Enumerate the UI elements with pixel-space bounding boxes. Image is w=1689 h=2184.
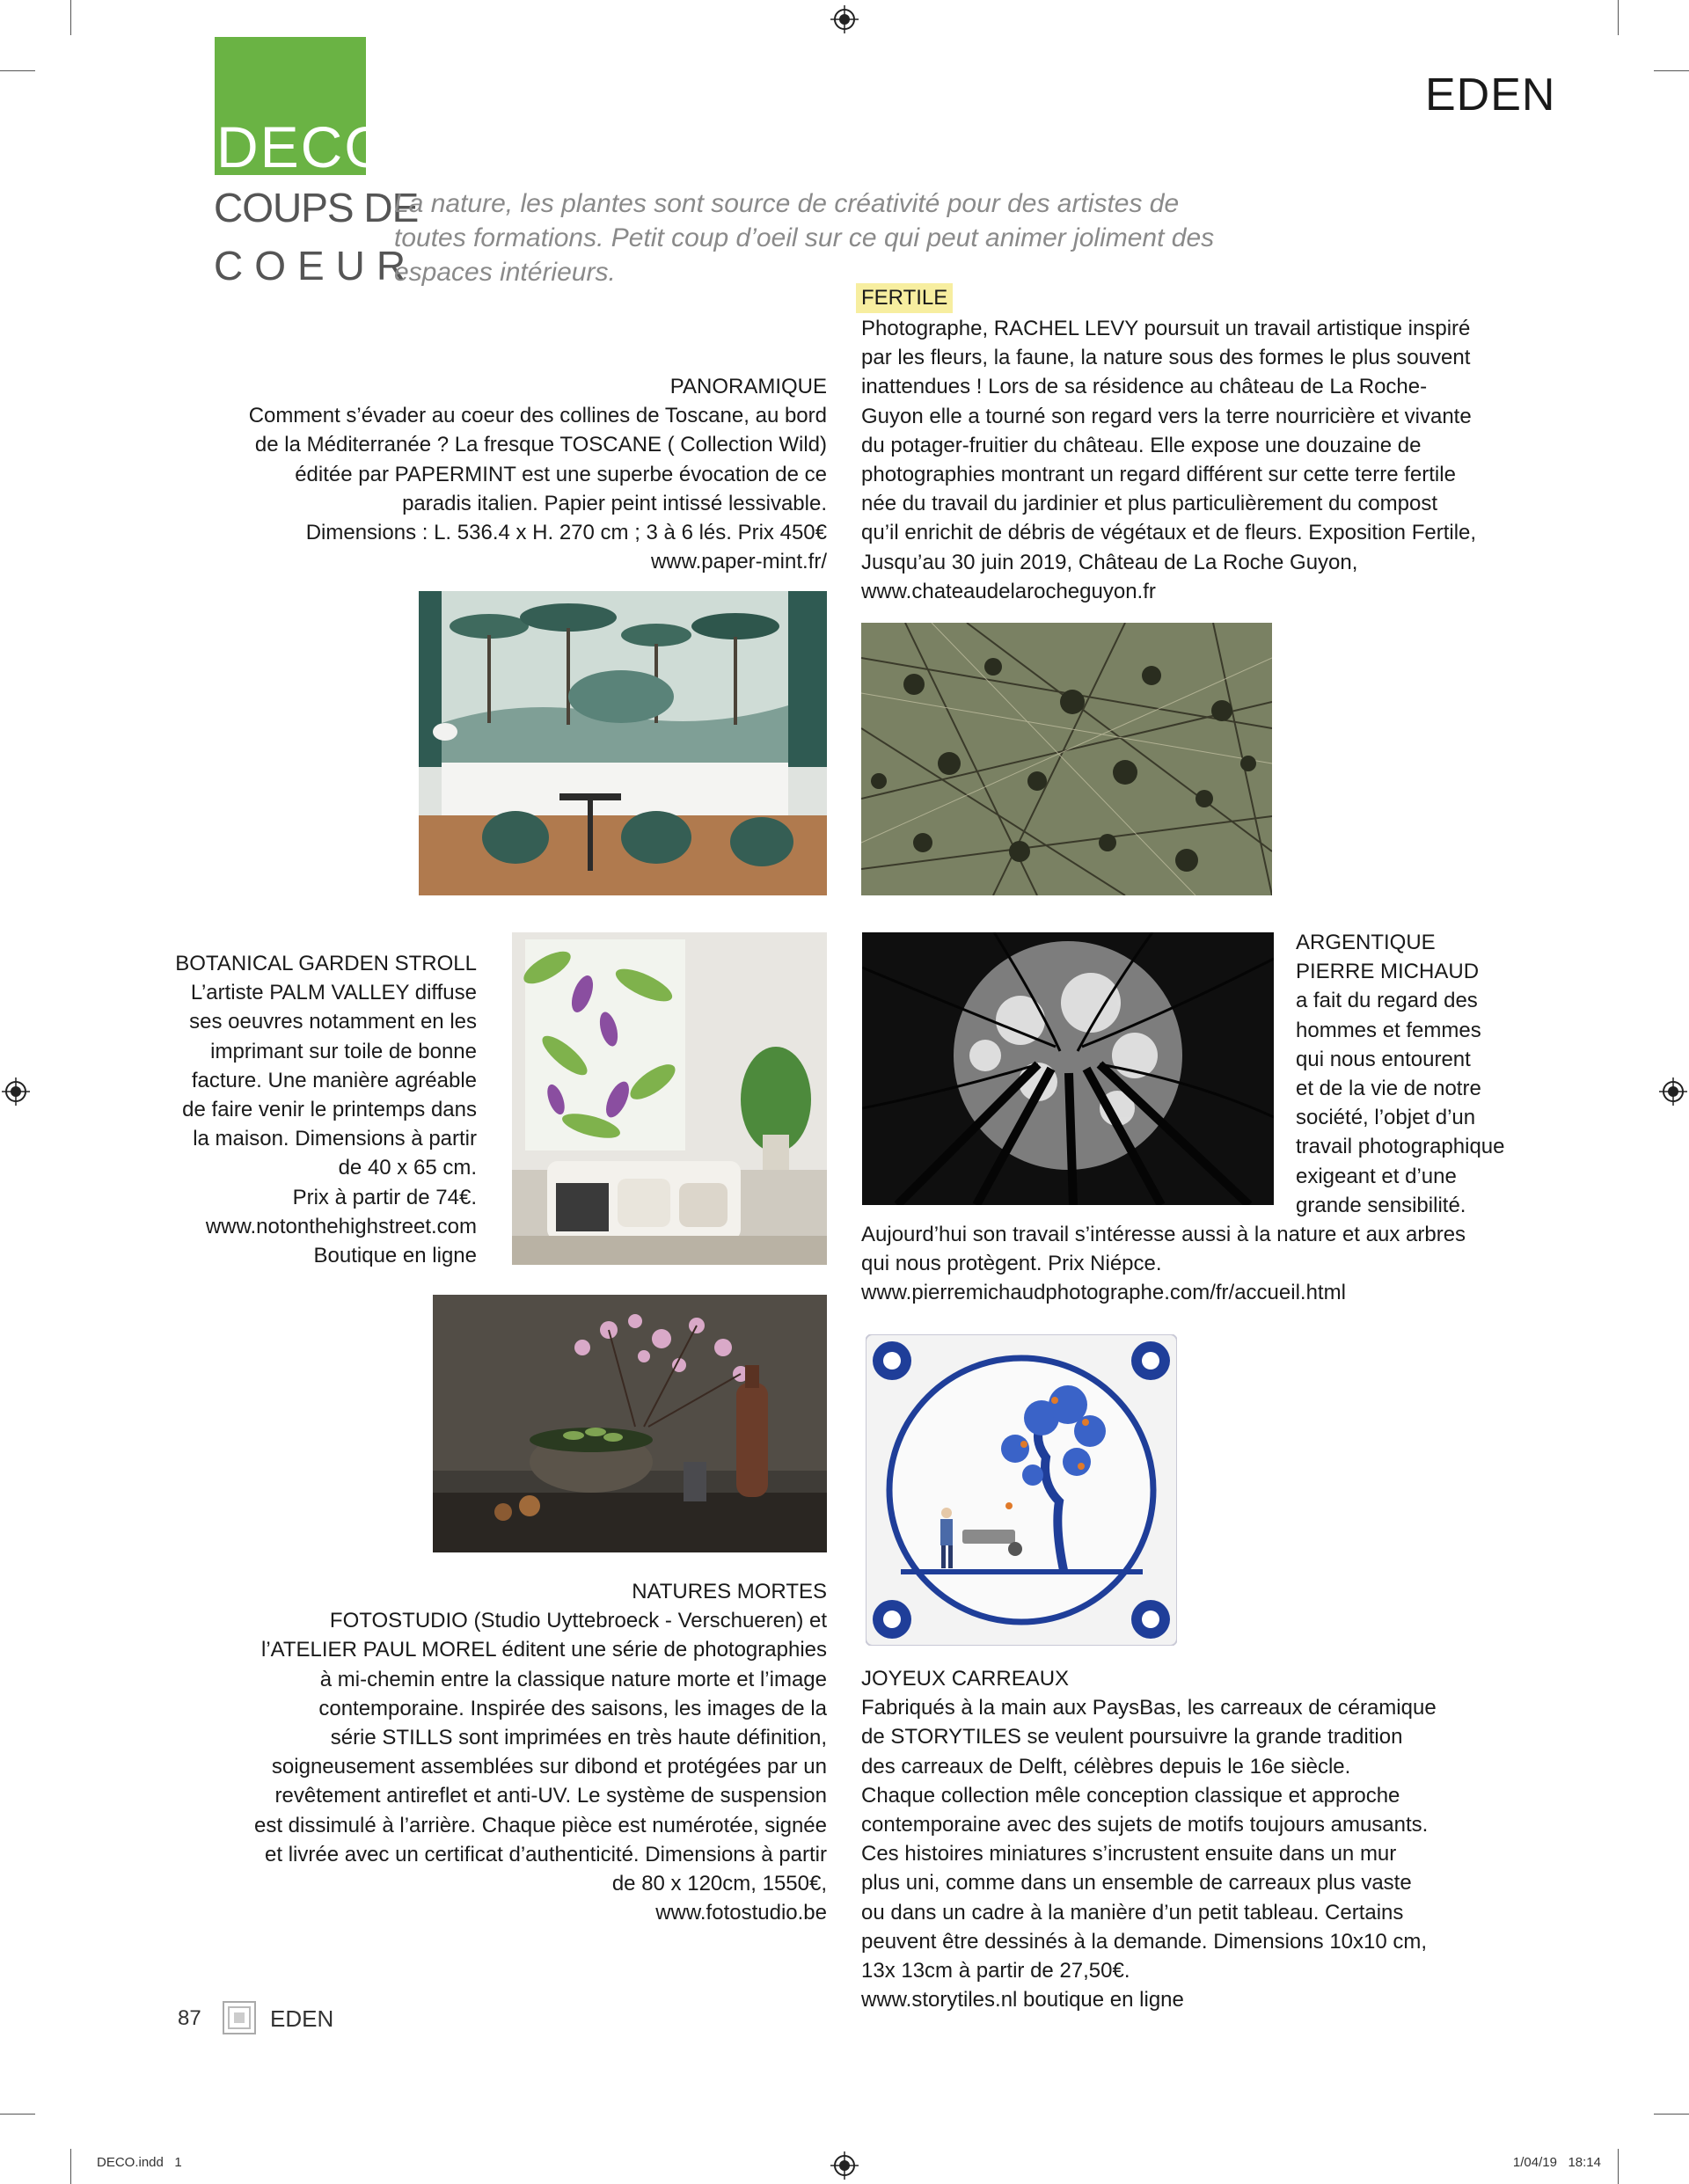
crop-mark bbox=[1654, 70, 1689, 71]
panoramique-text bbox=[176, 372, 827, 576]
text-line: peuvent être dessinés à la demande. Dimensions 10x10 cm, bbox=[861, 1929, 1428, 1954]
link-text[interactable]: www.pierremichaudphotographe.com/fr/accueil.html bbox=[861, 1281, 1346, 1305]
text-line: Prix à partir de 74€. bbox=[292, 1185, 477, 1209]
joyeux-carreaux-text bbox=[861, 1664, 1583, 2014]
text-line: Aujourd’hui son travail s’intéresse aussi à la nature et aux arbres bbox=[861, 1223, 1466, 1246]
section-title-botanical: BOTANICAL GARDEN STROLL bbox=[175, 952, 477, 975]
crop-mark bbox=[1618, 0, 1619, 35]
argentique-photo bbox=[862, 932, 1274, 1205]
section-title-joyeux-carreaux: JOYEUX CARREAUX bbox=[861, 1667, 1070, 1691]
text-line: société, l’objet d’un bbox=[1296, 1106, 1476, 1130]
text-line: Photographe, RACHEL LEVY poursuit un travail artistique inspiré bbox=[861, 317, 1471, 340]
text-line: et de la vie de notre bbox=[1296, 1077, 1481, 1101]
text-line: travail photographique bbox=[1296, 1135, 1505, 1159]
text-line: contemporaine avec des sujets de motifs toujours amusants. bbox=[861, 1813, 1429, 1837]
text-line: Guyon elle a tourné son regard vers la terre nourricière et vivante bbox=[861, 404, 1472, 428]
link-text[interactable]: www.paper-mint.fr/ bbox=[650, 550, 827, 574]
crop-mark bbox=[1618, 2149, 1619, 2184]
eden-emblem-icon bbox=[223, 2001, 256, 2034]
text-line: des carreaux de Delft, célèbres depuis le 16e siècle. bbox=[861, 1754, 1351, 1779]
text-line: de faire venir le printemps dans bbox=[182, 1098, 477, 1122]
crop-mark bbox=[0, 2114, 35, 2115]
text-line: 13x 13cm à partir de 27,50€. bbox=[861, 1959, 1130, 1983]
text-line: de STORYTILES se veulent poursuivre la grande tradition bbox=[861, 1725, 1403, 1749]
text-line: Fabriqués à la main aux PaysBas, les carreaux de céramique bbox=[861, 1696, 1437, 1720]
botanical-text bbox=[141, 949, 477, 1270]
text-line: imprimant sur toile de bonne bbox=[210, 1039, 477, 1063]
section-title-fertile: FERTILE bbox=[856, 283, 953, 313]
slug-date: 1/04/19 18:14 bbox=[1512, 2155, 1601, 2170]
artist-name: PIERRE MICHAUD bbox=[1296, 960, 1480, 984]
text-line: est dissimulé à l’arrière. Chaque pièce est numérotée, signée bbox=[253, 1813, 827, 1837]
text-line: ou dans un cadre à la manière d’un petit tableau. Certains bbox=[861, 1900, 1404, 1925]
text-line: hommes et femmes bbox=[1296, 1018, 1481, 1042]
registration-mark-icon bbox=[830, 5, 859, 33]
text-line: revêtement antireflet et anti-UV. Le système de suspension bbox=[274, 1784, 827, 1808]
fertile-photo bbox=[861, 623, 1272, 895]
text-line: du potager-fruitier du château. Elle expose une douzaine de bbox=[861, 433, 1422, 457]
section-title-panoramique: PANORAMIQUE bbox=[669, 375, 827, 398]
text-line: de 80 x 120cm, 1550€, bbox=[611, 1872, 827, 1896]
text-line: Dimensions : L. 536.4 x H. 270 cm ; 3 à 6 lés. Prix 450€ bbox=[305, 521, 827, 545]
text-line: soigneusement assemblées sur dibond et protégées par un bbox=[271, 1755, 827, 1779]
page-number: 87 bbox=[178, 2006, 201, 2030]
registration-mark-icon bbox=[2, 1077, 30, 1106]
natures-mortes-photo bbox=[433, 1295, 827, 1552]
text-line: qu’il enrichit de débris de végétaux et de fleurs. Exposition Fertile, bbox=[861, 521, 1477, 545]
text-line: l’ATELIER PAUL MOREL éditent une série de photographies bbox=[260, 1638, 827, 1662]
text-line: qui nous protègent. Prix Niépce. bbox=[861, 1252, 1162, 1276]
text-line: Boutique en ligne bbox=[313, 1244, 477, 1268]
crop-mark bbox=[70, 2149, 71, 2184]
link-text[interactable]: www.fotostudio.be bbox=[655, 1901, 827, 1925]
text-line: a fait du regard des bbox=[1296, 989, 1478, 1013]
text-line: exigeant et d’une bbox=[1296, 1164, 1457, 1188]
crop-mark bbox=[70, 0, 71, 35]
text-line: née du travail du jardinier et plus particulièrement du compost bbox=[861, 492, 1438, 516]
text-line: Jusqu’au 30 juin 2019, Château de La Roche Guyon, bbox=[861, 550, 1358, 574]
text-line: à mi-chemin entre la classique nature morte et l’image bbox=[319, 1667, 827, 1691]
text-line: et livrée avec un certificat d’authenticité. Dimensions à partir bbox=[265, 1842, 827, 1866]
slug-filename: DECO.indd 1 bbox=[97, 2155, 182, 2170]
botanical-photo bbox=[512, 932, 827, 1265]
link-text[interactable]: www.storytiles.nl boutique en ligne bbox=[861, 1988, 1184, 2012]
registration-mark-icon bbox=[830, 2151, 859, 2180]
text-line: ses oeuvres notamment en les bbox=[189, 1010, 477, 1034]
registration-mark-icon bbox=[1659, 1077, 1687, 1106]
text-line: contemporaine. Inspirée des saisons, les images de la bbox=[318, 1696, 827, 1720]
text-line: L’artiste PALM VALLEY diffuse bbox=[190, 981, 477, 1005]
text-line: FOTOSTUDIO (Studio Uyttebroeck - Verschueren) et bbox=[329, 1609, 827, 1633]
text-line: série STILLS sont imprimées en très haute définition, bbox=[330, 1726, 827, 1750]
logo-coups-de-text: COUPS DE bbox=[214, 185, 419, 230]
text-line: photographies montrant un regard différent sur cette terre fertile bbox=[861, 463, 1456, 487]
natures-mortes-text bbox=[176, 1577, 827, 1927]
link-text[interactable]: www.notonthehighstreet.com bbox=[205, 1214, 477, 1238]
text-line: inattendues ! Lors de sa résidence au château de La Roche- bbox=[861, 375, 1428, 399]
panoramique-photo bbox=[419, 591, 827, 895]
footer-magazine-name: EDEN bbox=[270, 2005, 334, 2032]
crop-mark bbox=[0, 70, 35, 71]
text-line: qui nous entourent bbox=[1296, 1047, 1471, 1071]
storytiles-tile-photo bbox=[866, 1334, 1177, 1646]
argentique-side-text bbox=[1296, 928, 1586, 1220]
text-line: Chaque collection mêle conception classique et approche bbox=[861, 1783, 1400, 1808]
intro-text: La nature, les plantes sont source de créativité pour des artistes de toutes formations. Petit coup d’oeil sur ce qui peut animer joliment des espaces intérieurs. bbox=[394, 189, 1215, 287]
text-line: de 40 x 65 cm. bbox=[338, 1156, 477, 1180]
magazine-title: EDEN bbox=[1425, 69, 1556, 121]
text-line: grande sensibilité. bbox=[1296, 1193, 1466, 1217]
text-line: Comment s’évader au coeur des collines de Toscane, au bord bbox=[248, 404, 827, 428]
text-line: la maison. Dimensions à partir bbox=[193, 1127, 477, 1151]
fertile-text bbox=[861, 314, 1556, 606]
text-line: facture. Une manière agréable bbox=[191, 1068, 477, 1092]
logo-deco-text: DECO bbox=[216, 114, 391, 179]
text-line: de la Méditerranée ? La fresque TOSCANE ( Collection Wild) bbox=[254, 433, 827, 457]
argentique-text bbox=[861, 1220, 1583, 1308]
text-line: paradis italien. Papier peint intissé lessivable. bbox=[402, 491, 827, 515]
section-title-natures-mortes: NATURES MORTES bbox=[632, 1580, 827, 1603]
section-title-argentique: ARGENTIQUE bbox=[1296, 931, 1436, 954]
text-line: par les fleurs, la faune, la nature sous des formes le plus souvent bbox=[861, 346, 1471, 370]
logo-coeur-text: COEUR bbox=[214, 243, 418, 289]
crop-mark bbox=[1654, 2114, 1689, 2115]
text-line: plus uni, comme dans un ensemble de carreaux plus vaste bbox=[861, 1871, 1412, 1895]
link-text[interactable]: www.chateaudelarocheguyon.fr bbox=[861, 579, 1156, 603]
text-line: éditée par PAPERMINT est une superbe évocation de ce bbox=[295, 462, 827, 486]
text-line: Ces histoires miniatures s’incrustent ensuite dans un mur bbox=[861, 1842, 1397, 1866]
